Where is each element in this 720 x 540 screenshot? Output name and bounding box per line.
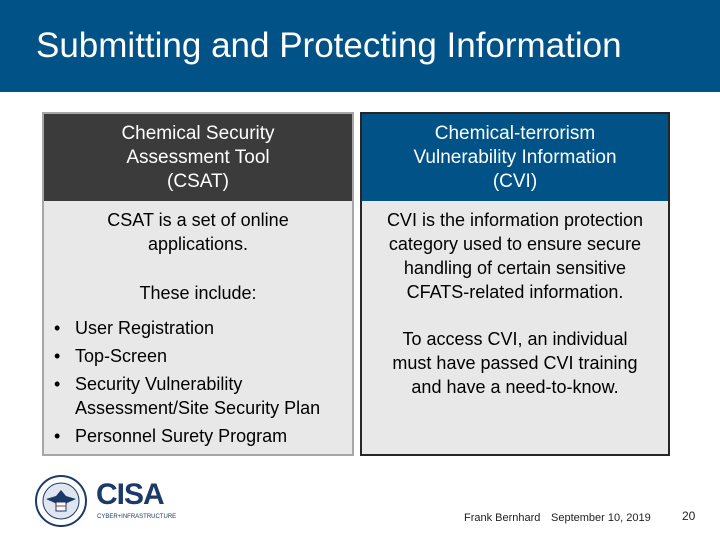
dhs-seal-icon (34, 474, 88, 528)
cvi-access-line: must have passed CVI training (392, 353, 638, 373)
cisa-wordmark: CISA (96, 478, 164, 511)
cvi-heading-line: (CVI) (492, 170, 538, 192)
csat-panel (42, 112, 354, 456)
cvi-definition-line: handling of certain sensitive (403, 258, 627, 278)
list-item (54, 316, 320, 340)
cvi-access-line: To access CVI, an individual (402, 329, 628, 349)
csat-application-list (54, 316, 320, 452)
list-item-text: • Personnel Surety Program (75, 426, 288, 446)
csat-heading-line: Assessment Tool (126, 146, 270, 168)
csat-heading-line: (CSAT) (167, 170, 229, 192)
cvi-heading-line: Vulnerability Information (413, 146, 617, 168)
cvi-panel (360, 112, 670, 456)
page-number: 20 (682, 509, 696, 523)
csat-intro-line: CSAT is a set of online (107, 210, 289, 230)
list-item-text: • Security Vulnerability (75, 374, 243, 394)
list-item (54, 372, 320, 420)
cvi-access-requirements (362, 327, 668, 399)
cvi-definition-line: category used to ensure secure (388, 234, 642, 254)
cvi-definition-line: CVI is the information protection (386, 210, 644, 230)
csat-intro (44, 208, 352, 256)
csat-heading-line: Chemical Security (121, 122, 275, 144)
list-item-text: Assessment/Site Security Plan (75, 398, 321, 418)
cisa-tagline: CYBER+INFRASTRUCTURE (97, 514, 177, 520)
list-item-text: • Top-Screen (75, 346, 168, 366)
list-item (54, 424, 320, 448)
cvi-definition-line: CFATS-related information. (406, 282, 624, 302)
slide-header (0, 0, 720, 92)
slide-title: Submitting and Protecting Information (36, 26, 622, 65)
list-item (54, 344, 320, 368)
cvi-heading (362, 114, 668, 201)
csat-heading (44, 114, 352, 201)
csat-intro-line: applications. (147, 234, 249, 254)
presentation-date: September 10, 2019 (551, 512, 651, 524)
list-item-text: • User Registration (75, 318, 215, 338)
cisa-logo (34, 470, 177, 528)
cvi-definition (362, 208, 668, 304)
csat-these-include: These include: (139, 283, 257, 303)
cvi-access-line: and have a need-to-know. (411, 377, 619, 397)
presenter-name: Frank Bernhard (464, 512, 541, 524)
cvi-heading-line: Chemical-terrorism (434, 122, 596, 144)
